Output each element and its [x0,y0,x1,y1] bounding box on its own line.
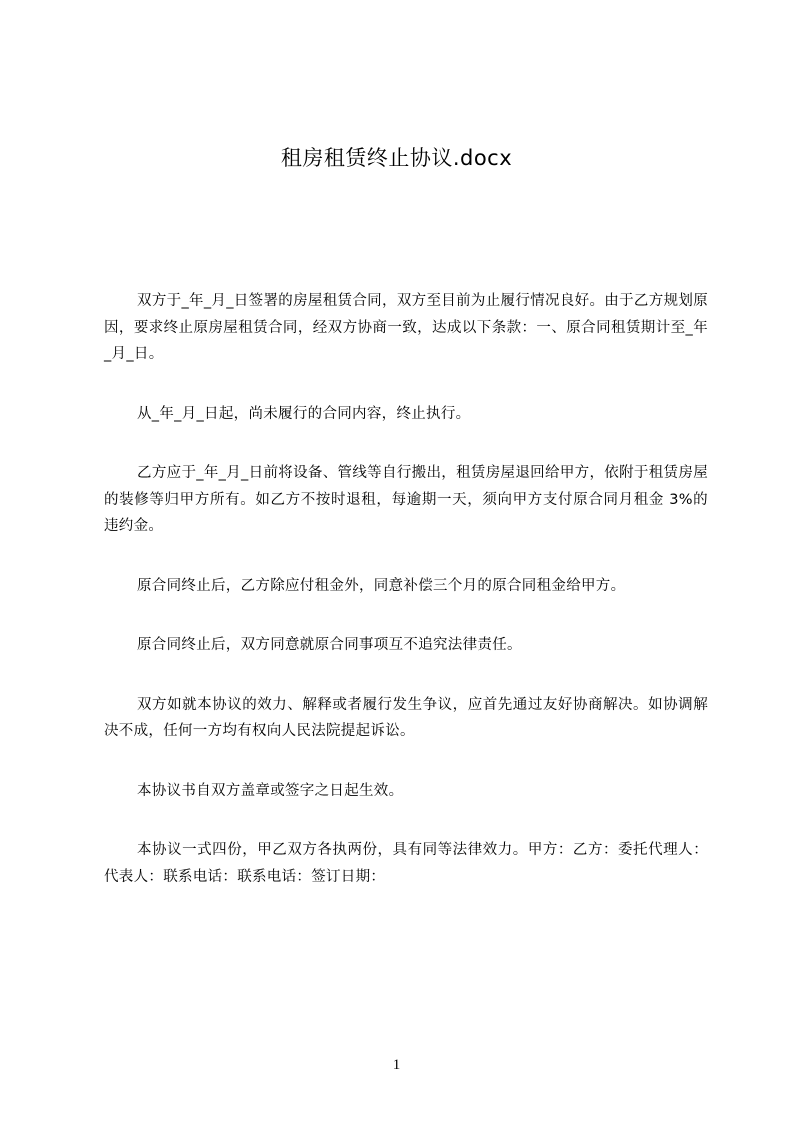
paragraph-termination-terms: 双方于_年_月_日签署的房屋租赁合同，双方至目前为止履行情况良好。由于乙方规划原因，要求终止原房屋租赁合同，经双方协商一致，达成以下条款：一、原合同租赁期计至_年_月_日。 [104,293,708,362]
document-body [104,288,708,923]
paragraph-copies-signatures: 本协议一式四份，甲乙双方各执两份，具有同等法律效力。甲方：乙方：委托代理人：代表人：联系电话：联系电话：签订日期： [104,842,708,885]
paragraph-compensation: 原合同终止后，乙方除应付租金外，同意补偿三个月的原合同租金给甲方。 [137,577,626,594]
paragraph-termination-date: 从_年_月_日起，尚未履行的合同内容，终止执行。 [137,405,471,422]
paragraph-dispute-resolution: 双方如就本协议的效力、解释或者履行发生争议，应首先通过友好协商解决。如协调解决不成，任何一方均有权向人民法院提起诉讼。 [104,696,708,739]
paragraph-move-out: 乙方应于_年_月_日前将设备、管线等自行搬出，租赁房屋退回给甲方，依附于租赁房屋的装修等归甲方所有。如乙方不按时退租，每逾期一天，须向甲方支付原合同月租金 3%的违约金。 [104,465,708,534]
page-number: 1 [392,1057,401,1073]
paragraph-effective-date: 本协议书自双方盖章或签字之日起生效。 [137,782,404,799]
paragraph-no-liability: 原合同终止后，双方同意就原合同事项互不追究法律责任。 [137,637,522,653]
document-title: 租房租赁终止协议.docx [280,146,513,170]
